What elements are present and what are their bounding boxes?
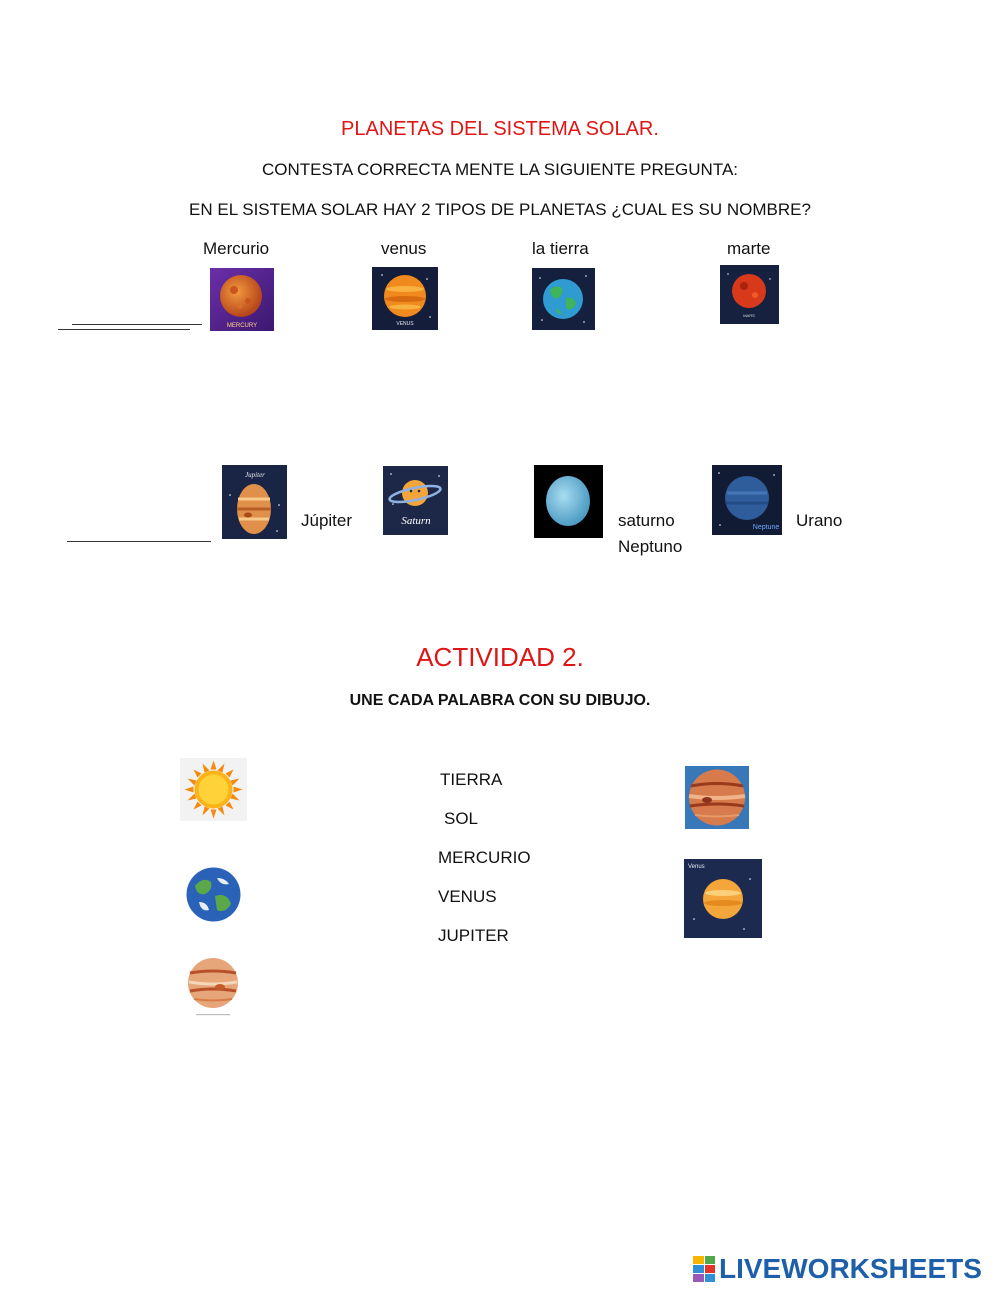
section1-title: PLANETAS DEL SISTEMA SOLAR.: [341, 118, 659, 140]
neptune-caption: Neptune: [752, 524, 780, 531]
label-jupiter: Júpiter: [301, 511, 353, 530]
label-marte: marte: [727, 239, 771, 258]
word-tierra[interactable]: TIERRA: [440, 770, 503, 789]
section1-instruction: CONTESTA CORRECTA MENTE LA SIGUIENTE PREGUNTA:: [261, 160, 739, 179]
word-venus[interactable]: VENUS: [438, 887, 497, 906]
neptune-image: [712, 465, 782, 535]
mars-caption: MARS: [743, 313, 755, 318]
uranus-image: [534, 465, 603, 538]
label-urano: Urano: [796, 511, 843, 530]
section2-instruction: UNE CADA PALABRA CON SU DIBUJO.: [349, 692, 651, 709]
logo-text: LIVEWORKSHEETS: [719, 1253, 982, 1284]
mercury-caption: MERCURY: [226, 323, 258, 329]
mercury-image: [210, 268, 274, 331]
mars-image: [720, 265, 779, 324]
word-sol[interactable]: SOL: [444, 809, 479, 828]
venus-drawing-caption: Venus: [688, 864, 705, 870]
saturn-image: [383, 466, 448, 535]
label-tierra: la tierra: [532, 239, 589, 258]
answer-line-1[interactable]: [72, 324, 202, 325]
label-neptuno: Neptuno: [618, 537, 683, 556]
section1-question: EN EL SISTEMA SOLAR HAY 2 TIPOS DE PLANETAS ¿CUAL ES SU NOMBRE?: [189, 200, 811, 219]
venus-caption: VENUS: [396, 321, 414, 327]
label-saturno: saturno: [618, 511, 675, 530]
jupiter-image: [222, 465, 287, 539]
saturn-caption: Saturn: [401, 515, 431, 527]
earth-image: [532, 268, 595, 330]
venus-image: [372, 267, 438, 330]
word-mercurio[interactable]: MERCURIO: [438, 848, 531, 867]
section2-title: ACTIVIDAD 2.: [416, 642, 584, 672]
jupiter-caption: Jupiter: [245, 471, 265, 479]
answer-line-2[interactable]: [67, 541, 211, 542]
mercury-drawing[interactable]: [685, 766, 749, 829]
word-jupiter[interactable]: JUPITER: [438, 926, 509, 945]
earth-drawing[interactable]: [185, 866, 242, 923]
logo-mark-icon: [693, 1256, 715, 1282]
jupiter-drawing[interactable]: [186, 956, 240, 1018]
label-venus: venus: [381, 239, 427, 258]
answer-line-1-shadow: [58, 329, 190, 330]
sun-image[interactable]: [180, 758, 247, 821]
label-mercurio: Mercurio: [203, 239, 270, 258]
liveworksheets-logo: [693, 1253, 982, 1285]
venus-drawing[interactable]: [684, 859, 762, 938]
